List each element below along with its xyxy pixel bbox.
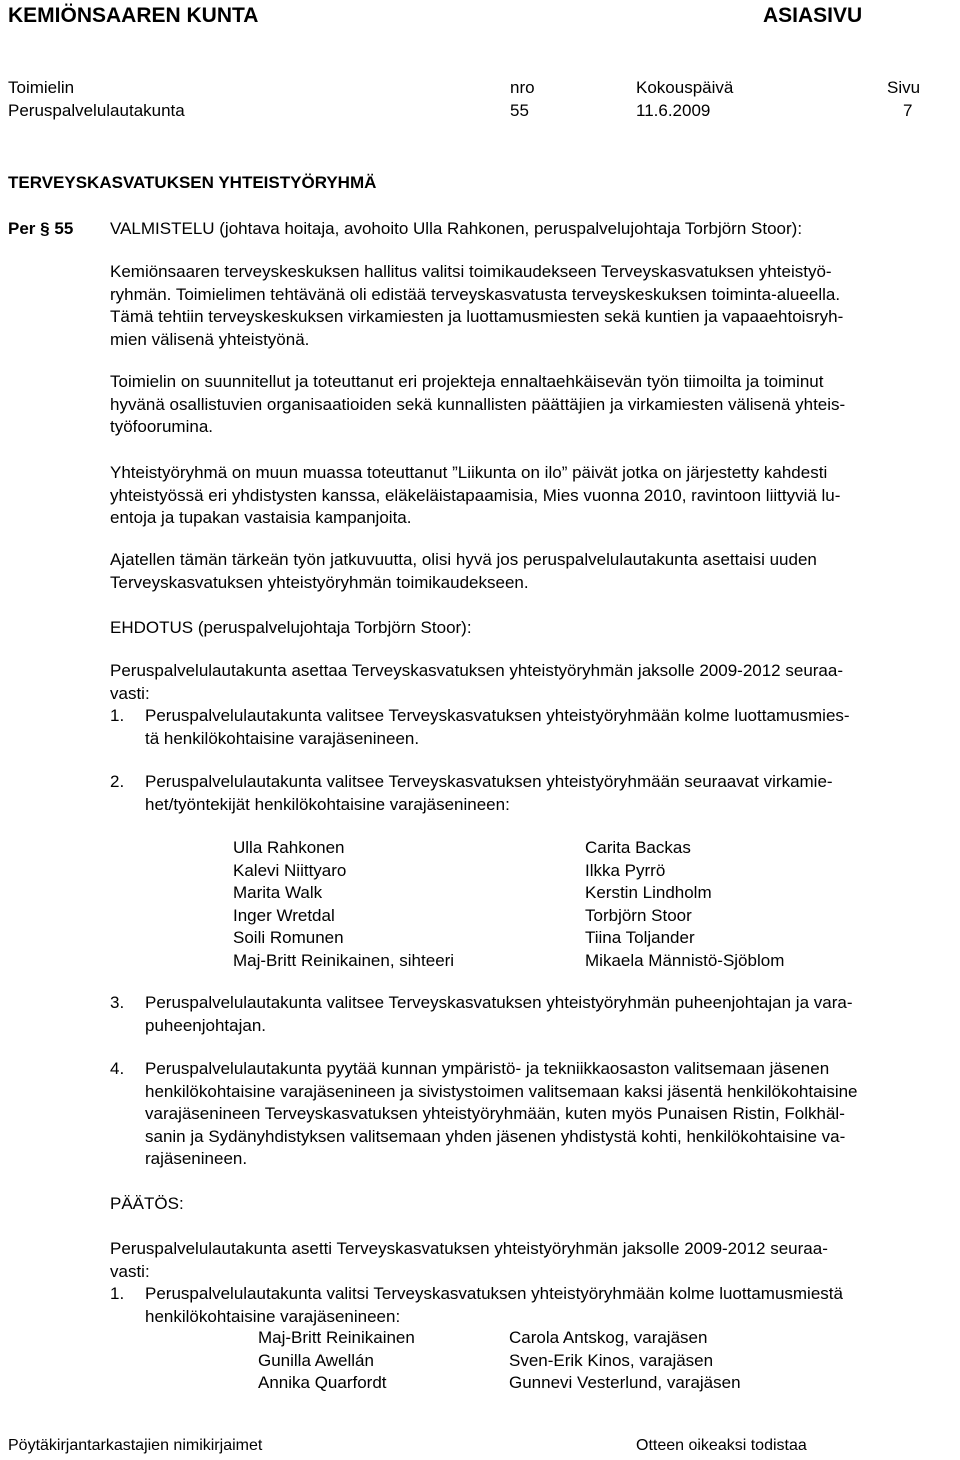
proposal-heading: EHDOTUS (peruspalvelujohtaja Torbjörn Stoor): <box>110 618 472 637</box>
footer-certification-label: Otteen oikeaksi todistaa <box>636 1437 807 1454</box>
proposal-intro: Peruspalvelulautakunta asettaa Terveyskasvatuksen yhteistyöryhmän jaksolle 2009-2012 seuraa- vasti: <box>110 661 844 703</box>
decision-item-1: 1. Peruspalvelulautakunta valitsi Terveyskasvatuksen yhteistyöryhmään kolme luottamusmiestä henkilökohtaisine varajäsenineen: <box>110 1284 843 1326</box>
deputy-name: Carita Backas <box>585 838 691 857</box>
decision-heading: PÄÄTÖS: <box>110 1194 184 1213</box>
paragraph-background: Kemiönsaaren terveyskeskuksen hallitus valitsi toimikaudekseen Terveyskasvatuksen yhteistyö- ryhmän. Toimielimen tehtävänä oli edistää terveyskasvatusta terveyskeskuksen toiminta-alueella. Tämä tehtiin terveyskeskuksen virkamiesten ja luottamusmiesten sekä kuntien ja vapaaehtoisryh- mien välisenä yhteistyönä. <box>110 262 844 349</box>
deputy-name: Torbjörn Stoor <box>585 905 692 925</box>
deputy-name: Mikaela Männistö-Sjöblom <box>585 950 785 970</box>
member-name: Maj-Britt Reinikainen, sihteeri <box>233 950 455 970</box>
decision-members-list <box>258 1327 415 1395</box>
decision-intro: Peruspalvelulautakunta asetti Terveyskasvatuksen yhteistyöryhmän jaksolle 2009-2012 seuraa- vasti: <box>110 1239 828 1281</box>
footer-initials-label: Pöytäkirjantarkastajien nimikirjaimet <box>8 1437 263 1454</box>
member-name: Ulla Rahkonen <box>233 838 345 857</box>
date-value: 11.6.2009 <box>636 101 711 120</box>
member-name: Gunilla Awellán <box>258 1350 374 1370</box>
deputy-name: Tiina Toljander <box>585 928 695 947</box>
preparation-line: VALMISTELU (johtava hoitaja, avohoito Ulla Rahkonen, peruspalvelujohtaja Torbjörn Stoor): <box>110 219 803 238</box>
deputy-name: Kerstin Lindholm <box>585 883 712 902</box>
deputy-name: Sven-Erik Kinos, varajäsen <box>509 1350 714 1370</box>
paragraph-continuity: Ajatellen tämän tärkeän työn jatkuvuutta, olisi hyvä jos peruspalvelulautakunta asettaisi uuden Terveyskasvatuksen yhteistyöryhmän toimikaudekseen. <box>110 550 817 592</box>
paragraph-activities: Toimielin on suunnitellut ja toteuttanut eri projekteja ennaltaehkäisevän työn tiimoilta ja toiminut hyvänä osallistuvien organisaatioiden sekä kunnallisten päättäjien ja virkamiesten välisenä yhteis- työfoorumina. <box>110 372 846 436</box>
deputy-name: Carola Antskog, varajäsen <box>509 1328 708 1347</box>
page-value: 7 <box>903 101 913 120</box>
proposal-item-4: 4. Peruspalvelulautakunta pyytää kunnan ympäristö- ja tekniikkaosaston valitsemaan jäsenen henkilökohtaisine varajäsenineen ja sivistystoimen valitsemaan kaksi jäsentä henkilökohtaisine varajäsenineen Terveyskasvatuksen yhteistyöryhmään, kuten myös Punaisen Ristin, Folkhäl- sanin ja Sydänyhdistyksen valitsemaan yhden jäsenen yhdistystä kohti, henkilökohtaisine va- rajäsenineen. <box>110 1059 858 1168</box>
page-label: Sivu <box>887 78 921 97</box>
member-name: Soili Romunen <box>233 928 344 947</box>
proposal-item-2: 2. Peruspalvelulautakunta valitsee Terveyskasvatuksen yhteistyöryhmään seuraavat virkamie- het/työntekijät henkilökohtaisine varajäsenineen: <box>110 772 833 814</box>
decision-deputies-list <box>509 1327 741 1395</box>
page-title: TERVEYSKASVATUKSEN YHTEISTYÖRYHMÄ <box>8 173 377 192</box>
member-name: Kalevi Niittyaro <box>233 860 347 880</box>
member-name: Maj-Britt Reinikainen <box>258 1328 415 1347</box>
paragraph-events: Yhteistyöryhmä on muun muassa toteuttanut ”Liikunta on ilo” päivät jotka on järjestetty kahdesti yhteistyössä eri yhdistysten kanssa, eläkeläistapaamisia, Mies vuonna 2010, ravintoon liittyviä lu- entoja ja tupakan vastaisia kampanjoita. <box>110 463 841 527</box>
date-label: Kokouspäivä <box>636 78 734 97</box>
proposal-members-list <box>233 837 454 972</box>
member-name: Inger Wretdal <box>233 905 335 925</box>
body-label: Toimielin <box>8 78 75 97</box>
member-name: Marita Walk <box>233 883 323 902</box>
organization-name: KEMIÖNSAAREN KUNTA <box>8 4 259 27</box>
number-label: nro <box>510 78 535 97</box>
deputy-name: Gunnevi Vesterlund, varajäsen <box>509 1373 741 1392</box>
document-type: ASIASIVU <box>763 4 863 27</box>
proposal-item-1: 1. Peruspalvelulautakunta valitsee Terveyskasvatuksen yhteistyöryhmään kolme luottamusmies- tä henkilökohtaisine varajäsenineen. <box>110 706 850 748</box>
section-label: Per § 55 <box>8 219 74 238</box>
proposal-deputies-list <box>585 837 784 972</box>
deputy-name: Ilkka Pyrrö <box>585 860 666 880</box>
body-value: Peruspalvelulautakunta <box>8 101 185 120</box>
member-name: Annika Quarfordt <box>258 1373 387 1392</box>
number-value: 55 <box>510 101 529 120</box>
section-sign-icon: § <box>40 219 50 238</box>
proposal-item-3: 3. Peruspalvelulautakunta valitsee Terveyskasvatuksen yhteistyöryhmän puheenjohtajan ja vara- puheenjohtajan. <box>110 993 853 1035</box>
